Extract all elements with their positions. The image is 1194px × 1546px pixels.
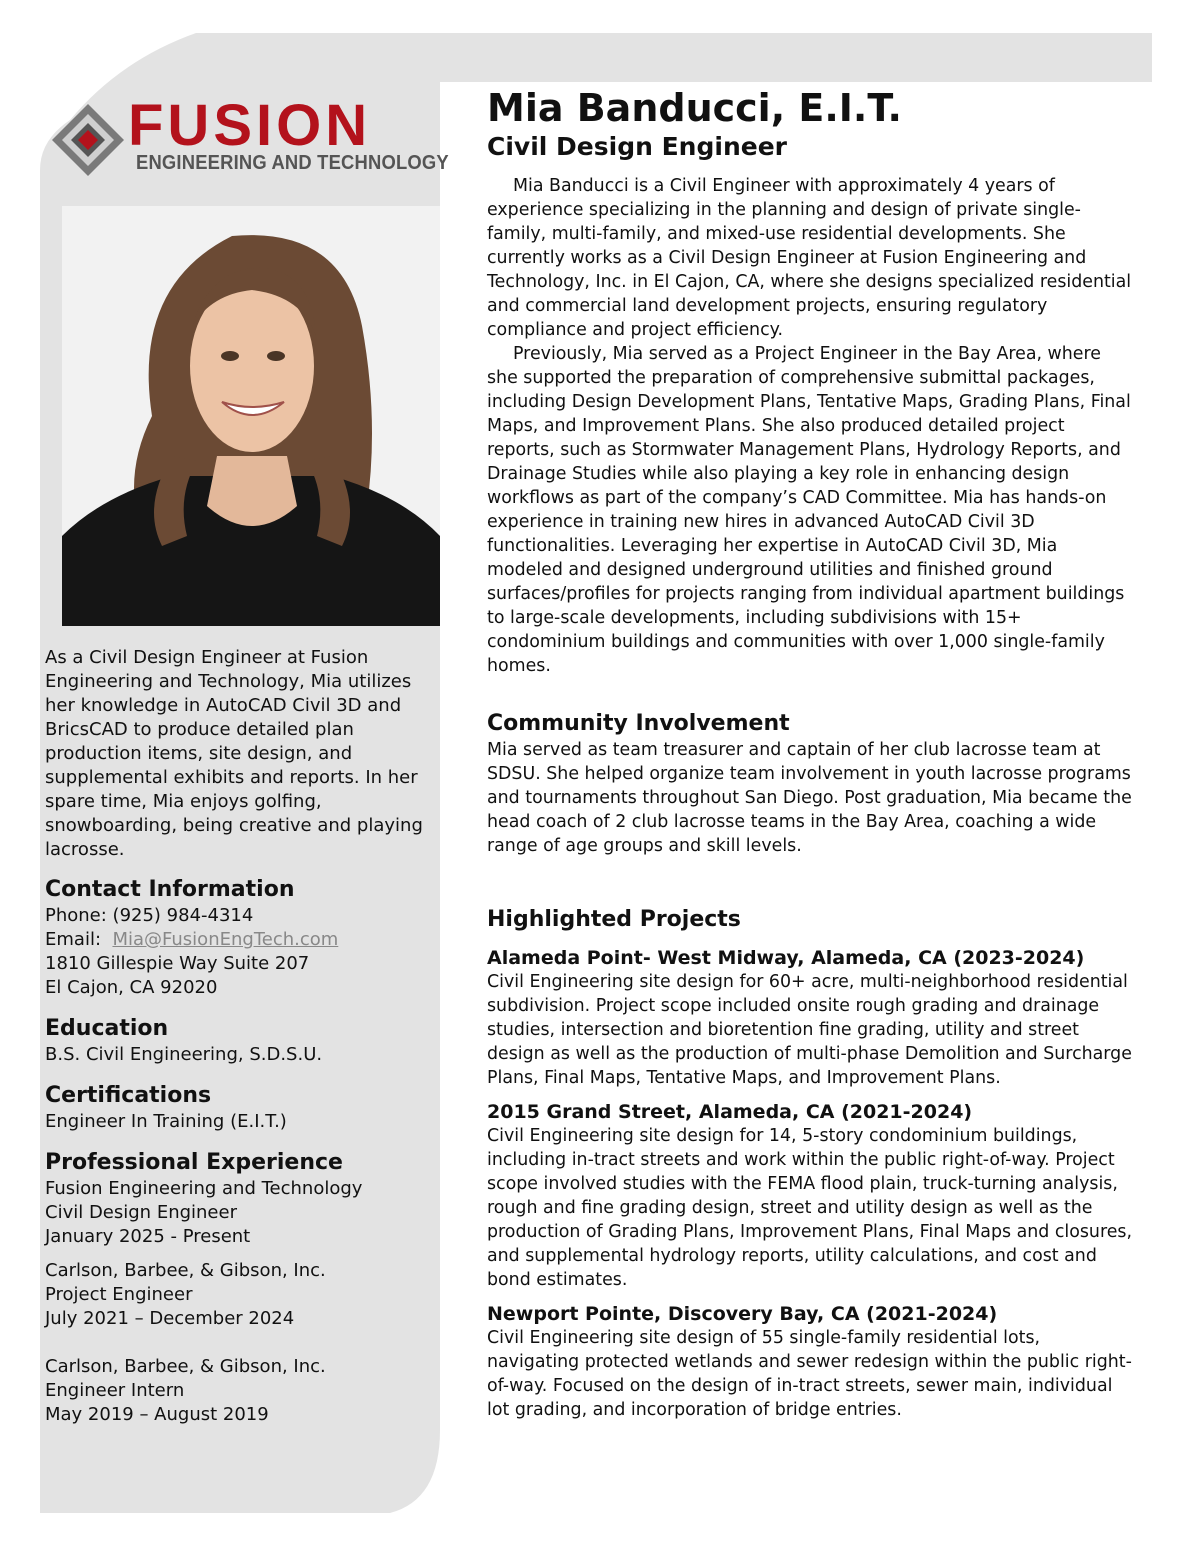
experience-job <box>45 1259 440 1331</box>
logo-subtitle: ENGINEERING AND TECHNOLOGY <box>136 152 449 174</box>
job-dates: May 2019 – August 2019 <box>45 1404 269 1425</box>
job-role: Civil Design Engineer <box>45 1202 237 1223</box>
experience-job <box>45 1177 440 1249</box>
certifications-text: Engineer In Training (E.I.T.) <box>45 1111 287 1132</box>
job-company: Carlson, Barbee, & Gibson, Inc. <box>45 1260 326 1281</box>
project-title: 2015 Grand Street, Alameda, CA (2021-2024) <box>487 1101 973 1123</box>
contact-address-line2: El Cajon, CA 92020 <box>45 977 218 998</box>
contact-heading: Contact Information <box>45 877 295 902</box>
job-role: Engineer Intern <box>45 1380 185 1401</box>
sidebar-summary <box>45 646 440 862</box>
contact-email-line <box>45 928 440 952</box>
project-title: Alameda Point- West Midway, Alameda, CA (2023-2024) <box>487 947 1085 969</box>
job-title: Civil Design Engineer <box>487 132 787 161</box>
bio-section <box>487 174 1137 678</box>
project-item <box>487 946 1137 1090</box>
community-text: Mia served as team treasurer and captain of her club lacrosse team at SDSU. She helped organize team involvement in youth lacrosse programs and tournaments throughout San Diego. Post graduation, Mia became the head coach of 2 club lacrosse teams in the Bay Area, coaching a wide range of age groups and skill levels. <box>487 740 1132 856</box>
job-role: Project Engineer <box>45 1284 193 1305</box>
bio-paragraph: Mia Banducci is a Civil Engineer with approximately 4 years of experience specializing in the planning and design of private single-family, multi-family, and mixed-use residential developments. She currently works as a Civil Design Engineer at Fusion Engineering and Technology, Inc. in El Cajon, CA, where she designs specialized residential and commercial land development projects, ensuring regulatory compliance and project efficiency. <box>487 176 1132 340</box>
portrait-photo <box>62 206 440 626</box>
logo-wordmark: FUSION <box>128 93 372 158</box>
certifications-section <box>45 1082 440 1134</box>
person-name: Mia Banducci, E.I.T. <box>487 86 902 130</box>
summary-text: As a Civil Design Engineer at Fusion Engineering and Technology, Mia utilizes her knowledge in AutoCAD Civil 3D and BricsCAD to produce detailed plan production items, site design, and supplemental exhibits and reports. In her spare time, Mia enjoys golfing, snowboarding, being creative and playing lacrosse. <box>45 647 423 860</box>
community-section <box>487 710 1137 858</box>
project-item <box>487 1100 1137 1292</box>
email-link[interactable]: Mia@FusionEngTech.com <box>112 929 339 950</box>
project-item <box>487 1302 1137 1422</box>
project-text: Civil Engineering site design for 60+ acre, multi-neighborhood residential subdivision. Project scope included onsite rough grading and drainage studies, intersection and bioretention fine grading, utility and street design as well as the production of multi-phase Demolition and Surcharge Plans, Final Maps, Tentative Maps, and Improvement Plans. <box>487 972 1132 1088</box>
email-label: Email: <box>45 929 102 950</box>
job-dates: July 2021 – December 2024 <box>45 1308 295 1329</box>
experience-section <box>45 1149 440 1427</box>
project-text: Civil Engineering site design for 14, 5-story condominium buildings, including in-tract streets and work within the public right-of-way. Project scope involved studies with the FEMA flood plain, truck-turning analysis, rough and fine grading design, street and utility design as well as the production of Grading Plans, Improvement Plans, Final Maps and closures, and supplemental hydrology reports, utility calculations, and cost and bond estimates. <box>487 1126 1132 1290</box>
education-section <box>45 1015 440 1067</box>
projects-heading: Highlighted Projects <box>487 907 741 932</box>
contact-section <box>45 876 440 1000</box>
experience-job <box>45 1355 440 1427</box>
bio-paragraph: Previously, Mia served as a Project Engineer in the Bay Area, where she supported the preparation of comprehensive submittal packages, including Design Development Plans, Tentative Maps, Grading Plans, Final Maps, and Improvement Plans. She also produced detailed project reports, such as Stormwater Management Plans, Hydrology Reports, and Drainage Studies while also playing a key role in enhancing design workflows as part of the company’s CAD Committee. Mia has hands-on experience in training new hires in advanced AutoCAD Civil 3D functionalities. Leveraging her expertise in AutoCAD Civil 3D, Mia modeled and designed underground utilities and finished ground surfaces/profiles for projects ranging from individual apartment buildings to large-scale developments, including subdivisions with 15+ condominium buildings and communities with over 1,000 single-family homes. <box>487 344 1131 676</box>
job-dates: January 2025 - Present <box>45 1226 251 1247</box>
project-title: Newport Pointe, Discovery Bay, CA (2021-2024) <box>487 1303 998 1325</box>
project-text: Civil Engineering site design of 55 single-family residential lots, navigating protected wetlands and sewer redesign within the public right-of-way. Focused on the design of in-tract streets, sewer main, individual lot grading, and incorporation of bridge entries. <box>487 1328 1132 1420</box>
contact-phone: Phone: (925) 984-4314 <box>45 905 254 926</box>
job-company: Carlson, Barbee, & Gibson, Inc. <box>45 1356 326 1377</box>
certifications-heading: Certifications <box>45 1083 212 1108</box>
experience-heading: Professional Experience <box>45 1150 343 1175</box>
contact-address-line1: 1810 Gillespie Way Suite 207 <box>45 953 310 974</box>
community-heading: Community Involvement <box>487 711 790 736</box>
education-heading: Education <box>45 1016 169 1041</box>
projects-section <box>487 906 1137 1422</box>
education-text: B.S. Civil Engineering, S.D.S.U. <box>45 1044 323 1065</box>
job-company: Fusion Engineering and Technology <box>45 1178 363 1199</box>
